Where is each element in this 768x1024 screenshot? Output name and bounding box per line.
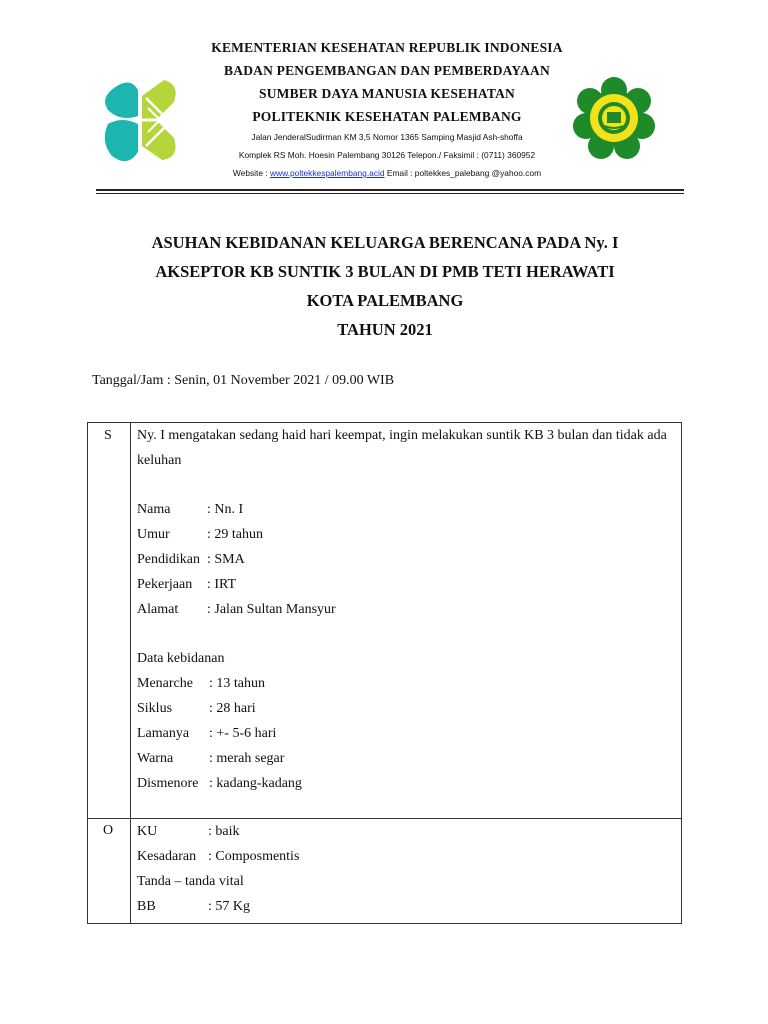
- data-kebidanan-row: [137, 721, 677, 746]
- subjective-complaint: Ny. I mengatakan sedang haid hari keempat, ingin melakukan suntik KB 3 bulan dan tidak ada keluhan: [137, 428, 667, 468]
- identity-value: : Nn. I: [207, 502, 244, 517]
- identity-row: [137, 522, 677, 547]
- letterhead-address-2: Komplek RS Moh. Hoesin Palembang 30126 Telepon./ Faksimil : (0711) 360952: [238, 150, 536, 160]
- data-kebidanan-key: Siklus: [137, 701, 173, 716]
- data-kebidanan-key: Warna: [137, 751, 174, 766]
- objective-cell: [137, 819, 299, 919]
- letterhead-line-2: BADAN PENGEMBANGAN DAN PEMBERDAYAAN: [224, 63, 550, 78]
- identity-key: Nama: [137, 502, 171, 517]
- letterhead: [90, 36, 684, 196]
- title-line-2: AKSEPTOR KB SUNTIK 3 BULAN DI PMB TETI HERAWATI: [155, 262, 615, 281]
- data-kebidanan-key: Menarche: [137, 676, 193, 691]
- identity-row: [137, 597, 677, 622]
- data-kebidanan-value: : merah segar: [209, 751, 285, 766]
- identity-row: [137, 547, 677, 572]
- identity-value: : Jalan Sultan Mansyur: [207, 602, 336, 617]
- objective-key: BB: [137, 899, 156, 914]
- data-kebidanan-heading: Data kebidanan: [137, 651, 225, 666]
- objective-key: KU: [137, 824, 158, 839]
- title-line-1: ASUHAN KEBIDANAN KELUARGA BERENCANA PADA Ny. I: [151, 233, 619, 252]
- letterhead-line-1: KEMENTERIAN KESEHATAN REPUBLIK INDONESIA: [211, 40, 563, 55]
- title-line-3: KOTA PALEMBANG: [306, 291, 464, 310]
- identity-value: : SMA: [207, 552, 245, 567]
- subjective-cell: [137, 423, 677, 796]
- letterhead-line-4: POLITEKNIK KESEHATAN PALEMBANG: [252, 109, 522, 124]
- data-kebidanan-row: [137, 671, 677, 696]
- identity-value: : IRT: [207, 577, 237, 592]
- data-kebidanan-key: Dismenore: [137, 776, 199, 791]
- letterhead-address-1: Jalan JenderalSudirman KM 3,5 Nomor 1365 Samping Masjid Ash-shoffa: [251, 132, 523, 142]
- letterhead-rule-thin: [96, 193, 684, 194]
- data-kebidanan-key: Lamanya: [137, 726, 190, 741]
- website-label: Website :: [232, 168, 270, 178]
- identity-key: Pendidikan: [137, 552, 200, 567]
- objective-value: : baik: [208, 824, 240, 839]
- data-kebidanan-value: : 13 tahun: [209, 676, 265, 691]
- title-line-4: TAHUN 2021: [337, 320, 433, 339]
- objective-row: [137, 819, 299, 844]
- data-kebidanan-value: : 28 hari: [209, 701, 256, 716]
- letterhead-line-3: SUMBER DAYA MANUSIA KESEHATAN: [259, 86, 515, 101]
- identity-key: Umur: [137, 527, 170, 542]
- objective-row: [137, 844, 299, 869]
- objective-value: : Composmentis: [208, 849, 300, 864]
- website-link[interactable]: www.poltekkespalembang.acid: [270, 168, 385, 178]
- data-kebidanan-value: : +- 5-6 hari: [209, 726, 277, 741]
- objective-label: O: [103, 823, 114, 838]
- letterhead-rule-thick: [96, 189, 684, 191]
- data-kebidanan-value: : kadang-kadang: [209, 776, 302, 791]
- data-kebidanan-row: [137, 771, 677, 796]
- objective-row: [137, 894, 299, 919]
- email-text: Email : poltekkes_palebang @yahoo.com: [384, 168, 542, 178]
- identity-row: [137, 572, 677, 597]
- objective-row: [137, 869, 299, 894]
- data-kebidanan-row: [137, 696, 677, 721]
- column-divider: [130, 423, 131, 923]
- objective-key: Kesadaran: [137, 849, 197, 864]
- data-kebidanan-row: [137, 746, 677, 771]
- identity-value: : 29 tahun: [207, 527, 263, 542]
- poltekkes-logo: [572, 76, 656, 160]
- objective-key: Tanda – tanda vital: [137, 874, 244, 889]
- date-time: Tanggal/Jam : Senin, 01 November 2021 / 09.00 WIB: [92, 373, 395, 388]
- soap-table: [87, 422, 682, 924]
- identity-key: Pekerjaan: [137, 577, 193, 592]
- subjective-label: S: [104, 428, 112, 443]
- objective-value: : 57 Kg: [208, 899, 250, 914]
- letterhead-contact: [90, 164, 684, 182]
- document-title: [60, 228, 710, 344]
- identity-key: Alamat: [137, 602, 179, 617]
- identity-row: [137, 497, 677, 522]
